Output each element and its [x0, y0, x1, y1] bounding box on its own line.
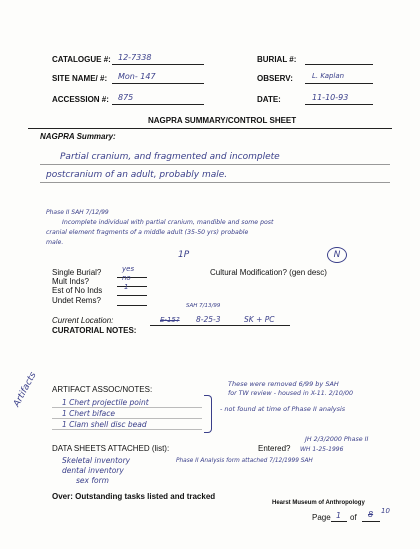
- mult-inds-value: no: [122, 274, 131, 282]
- page-number: 1: [336, 511, 342, 520]
- site-value: Mon- 147: [118, 72, 156, 81]
- observ-value: L. Kaplan: [312, 72, 345, 80]
- entered-value-2: WH 1-25-1996: [300, 446, 344, 453]
- date-value: 11-10-93: [312, 93, 349, 102]
- accession-underline: [112, 104, 204, 105]
- phase-line-2: Incomplete individual with partial cranium, mandible and some post: [62, 219, 274, 226]
- circled-answer-text: N: [333, 250, 341, 260]
- page-total-underline: [362, 521, 380, 522]
- site-underline: [112, 83, 204, 84]
- location-underline: [150, 325, 290, 326]
- page-total-corrected: 10: [381, 507, 390, 515]
- undet-label: Undet Rems?: [52, 296, 101, 305]
- summary-line-1: Partial cranium, and fragmented and incomplete: [60, 152, 280, 162]
- location-value: 8-25-3: [196, 315, 221, 324]
- artifact-rule-3: [52, 429, 202, 430]
- phase-line-1: Phase II SAH 7/12/99: [46, 209, 109, 216]
- datasheet-item-3: sex form: [76, 476, 109, 485]
- observ-label: OBSERV:: [257, 74, 293, 83]
- location-label: Current Location:: [52, 316, 114, 325]
- page-total: 8: [368, 510, 374, 519]
- summary-line-2: postcranium of an adult, probably male.: [46, 170, 228, 180]
- site-label: SITE NAME/ #:: [52, 74, 108, 83]
- est-inds-label: Est of No Inds: [52, 286, 103, 295]
- artifact-rule-2: [52, 418, 202, 419]
- artifact-note-1: These were removed 6/99 by SAH: [228, 380, 339, 388]
- mult-inds-underline: [117, 286, 147, 287]
- bracket-icon: [204, 395, 212, 433]
- single-burial-value: yes: [122, 265, 135, 273]
- catalogue-value: 12-7338: [118, 53, 152, 62]
- summary-rule-1: [40, 164, 390, 165]
- mult-inds-label: Mult Inds?: [52, 277, 89, 286]
- est-inds-value: 1: [124, 283, 129, 291]
- datasheet-item-2: dental inventory: [62, 466, 124, 475]
- of-label: of: [350, 513, 357, 522]
- artifact-note-3: - not found at time of Phase II analysis: [220, 405, 346, 413]
- individual-count: 1P: [178, 250, 190, 260]
- catalogue-label: CATALOGUE #:: [52, 55, 111, 64]
- location-note: SAH 7/13/99: [186, 303, 221, 309]
- summary-label: NAGPRA Summary:: [40, 132, 116, 141]
- summary-rule-2: [40, 182, 390, 183]
- entered-value-1: JH 2/3/2000 Phase II: [305, 436, 369, 443]
- datasheets-label: DATA SHEETS ATTACHED (list):: [52, 444, 170, 453]
- single-burial-label: Single Burial?: [52, 268, 102, 277]
- date-label: DATE:: [257, 95, 281, 104]
- phase-analysis-note: Phase II Analysis form attached 7/12/1999 SAH: [176, 458, 313, 464]
- entered-label: Entered?: [258, 444, 291, 453]
- phase-line-3: cranial element fragments of a middle adult (35-50 yrs) probable: [46, 229, 249, 236]
- location-value-2: SK + PC: [244, 315, 275, 324]
- observ-underline: [305, 83, 373, 84]
- artifact-rule-1: [52, 407, 202, 408]
- datasheet-item-1: Skeletal inventory: [62, 456, 131, 465]
- footer-note: Over: Outstanding tasks listed and tracked: [52, 492, 216, 501]
- artifact-item-1: 1 Chert projectile point: [62, 398, 149, 407]
- circled-answer: [327, 247, 347, 263]
- date-underline: [305, 104, 373, 105]
- museum-name: Hearst Museum of Anthropology: [272, 500, 365, 506]
- accession-value: 875: [118, 93, 134, 102]
- curatorial-label: CURATORIAL NOTES:: [52, 326, 137, 335]
- cultural-label: Cultural Modification? (gen desc): [210, 268, 327, 277]
- artifact-item-3: 1 Clam shell disc bead: [62, 420, 147, 429]
- title-rule: [28, 128, 392, 129]
- artifacts-side-word: Artifacts: [12, 370, 39, 409]
- est-inds-underline: [117, 295, 147, 296]
- burial-label: BURIAL #:: [257, 55, 297, 64]
- burial-underline: [305, 64, 373, 65]
- accession-label: ACCESSION #:: [52, 95, 109, 104]
- location-struck: E-15?: [160, 316, 180, 324]
- phase-line-4: male.: [46, 239, 64, 246]
- artifact-label: ARTIFACT ASSOC/NOTES:: [52, 385, 153, 394]
- artifact-item-2: 1 Chert biface: [62, 409, 115, 418]
- artifact-note-2: for TW review - housed in X-11. 2/10/00: [228, 390, 353, 397]
- page-number-underline: [331, 521, 347, 522]
- page-label: Page: [312, 513, 331, 522]
- undet-underline: [117, 305, 147, 306]
- page-title: NAGPRA SUMMARY/CONTROL SHEET: [148, 116, 297, 125]
- catalogue-underline: [112, 64, 204, 65]
